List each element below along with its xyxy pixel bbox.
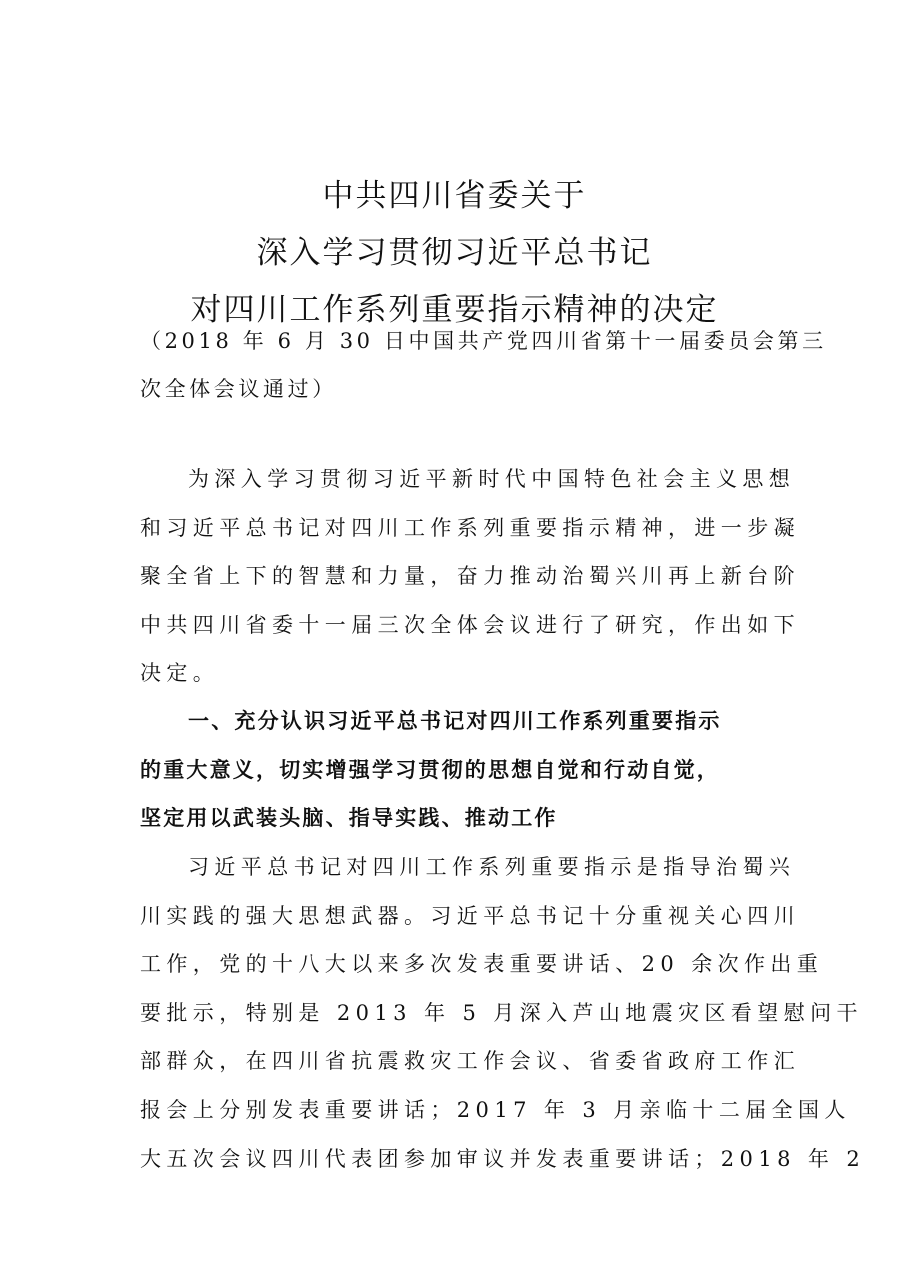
paragraph-line: 决定。: [140, 661, 220, 686]
paragraph-line: 报会上分别发表重要讲话；2017 年 3 月亲临十二届全国人: [140, 1097, 851, 1122]
adoption-note-line-2: 次全体会议通过）: [140, 377, 337, 401]
title-line-2: 深入学习贯彻习近平总书记: [256, 235, 653, 271]
heading-line: 坚定用以武装头脑、指导实践、推动工作: [140, 806, 558, 831]
paragraph-line: 聚全省上下的智慧和力量，奋力推动治蜀兴川再上新台阶: [140, 564, 800, 589]
adoption-note-line-1: （2018 年 6 月 30 日中国共产党四川省第十一届委员会第三: [140, 329, 827, 353]
paragraph-line: 要批示，特别是 2013 年 5 月深入芦山地震灾区看望慰问干: [140, 1000, 863, 1025]
paragraph-line: 川实践的强大思想武器。习近平总书记十分重视关心四川: [140, 903, 800, 928]
paragraph-line: 中共四川省委十一届三次全体会议进行了研究，作出如下: [140, 612, 800, 637]
paragraph-line: 大五次会议四川代表团参加审议并发表重要讲话；2018 年 2: [140, 1146, 866, 1171]
heading-line: 一、充分认识习近平总书记对四川工作系列重要指示: [188, 709, 722, 733]
section-heading-1: [140, 697, 780, 843]
paragraph-line: 工作，党的十八大以来多次发表重要讲话、20 余次作出重: [140, 952, 824, 977]
section-1-paragraph: [140, 843, 866, 1183]
title-line-3: 对四川工作系列重要指示精神的决定: [190, 292, 719, 328]
paragraph-line: 和习近平总书记对四川工作系列重要指示精神，进一步凝: [140, 515, 800, 540]
paragraph-line: 部群众，在四川省抗震救灾工作会议、省委省政府工作汇: [140, 1049, 800, 1074]
paragraph-line: 习近平总书记对四川工作系列重要指示是指导治蜀兴: [188, 855, 796, 879]
title-line-1: 中共四川省委关于: [322, 178, 587, 214]
adoption-note: [140, 317, 827, 413]
heading-line: 的重大意义，切实增强学习贯彻的思想自觉和行动自觉，: [140, 757, 720, 782]
paragraph-line: 为深入学习贯彻习近平新时代中国特色社会主义思想: [188, 467, 796, 491]
intro-paragraph: [140, 455, 800, 698]
document-title: [0, 168, 909, 339]
